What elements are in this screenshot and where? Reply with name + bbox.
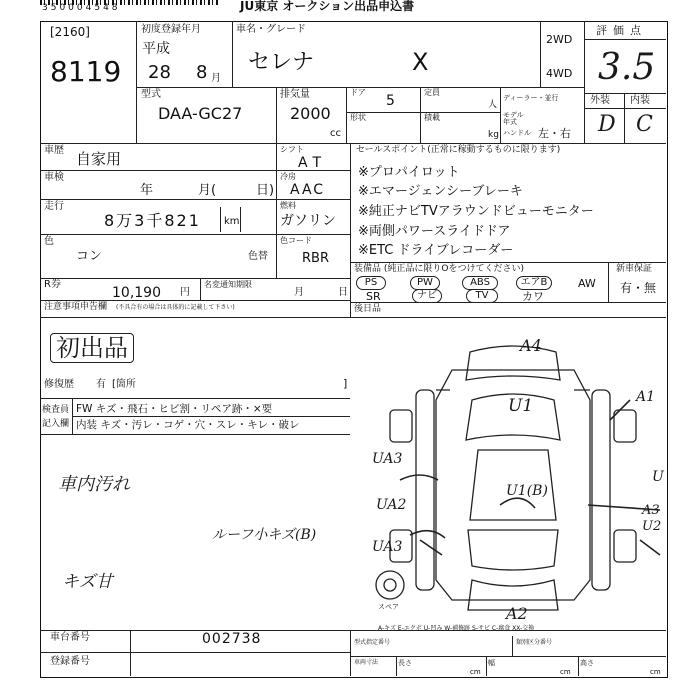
ac-label: 冷房: [280, 172, 296, 181]
dealer-label: ディーラー・並行: [503, 94, 559, 102]
selling-point-2: ※エマージェンシーブレーキ: [358, 184, 523, 199]
damage-mark-a3: A3: [642, 503, 660, 518]
usage-label: 車歴: [44, 145, 64, 156]
inspection-year: 年: [140, 183, 154, 198]
name-change-label: 名変通知期限: [204, 280, 252, 289]
registration-era: 平成: [142, 41, 170, 57]
recycle-label: R券: [44, 279, 61, 290]
inspector-label-1: 検査員: [42, 405, 70, 415]
model-code: DAA-GC27: [158, 104, 243, 123]
equip-airbag: エアB: [516, 276, 552, 290]
selling-point-5: ※ETC ドライブレコーダー: [358, 243, 514, 258]
inspector-label-2: 記入欄: [42, 419, 70, 429]
damage-mark-ua2: UA2: [376, 497, 407, 513]
shift-label: シフト: [280, 145, 304, 154]
damage-mark-u1: U1: [508, 396, 534, 416]
mileage-label: 走行: [44, 201, 64, 212]
color-code-value: RBR: [302, 251, 329, 266]
damage-legend: A-キズ E-エクボ U-凹み W-補修跡 S-サビ C-腐食 XX-交換: [378, 625, 535, 632]
color-value: コン: [76, 249, 103, 264]
selling-points-title: セールスポイント(正常に稼動するものに限ります): [356, 145, 561, 155]
document-title: JU東京 オークション出品申込書: [240, 0, 415, 13]
name-change-month: 月: [294, 287, 304, 298]
name-change-day: 日: [338, 287, 348, 298]
handwritten-note-3: キズ甘: [62, 572, 113, 592]
registration-number-label: 登録番号: [50, 656, 90, 667]
length-unit: cm: [470, 668, 481, 676]
damage-mark-u: U: [652, 469, 664, 485]
displacement-label: 排気量: [280, 89, 310, 100]
repair-location: [箇所: [112, 379, 136, 390]
inspection-label: 車検: [44, 172, 64, 183]
handwritten-note-1: 車内汚れ: [58, 474, 130, 495]
damage-mark-ua3-lower: UA3: [372, 539, 403, 555]
damage-mark-a2: A2: [506, 604, 528, 623]
length-label: 長さ: [398, 659, 412, 667]
handle-value: 左・右: [538, 127, 571, 140]
inspection-day: 日): [256, 183, 275, 198]
damage-mark-a1: A1: [636, 389, 656, 405]
usage-value: 自家用: [76, 150, 122, 168]
recycle-amount: 10,190: [112, 285, 161, 301]
shift-value: AT: [298, 155, 328, 171]
width-label: 幅: [488, 659, 495, 667]
height-unit: cm: [650, 668, 661, 676]
doors-value: 5: [386, 93, 395, 109]
selling-point-4: ※両側パワースライドドア: [358, 224, 511, 239]
aftermarket-label: 後日品: [354, 304, 382, 314]
equip-pw: PW: [410, 276, 440, 290]
barcode-number: 350004548: [42, 3, 121, 13]
first-listing-mark: 初出品: [50, 333, 134, 363]
height-label: 高さ: [580, 659, 594, 667]
color-change-label: 色替: [248, 251, 268, 262]
inspector-interior-row: 内装 キズ・汚レ・コゲ・穴・スレ・キレ・破レ: [76, 419, 300, 431]
class-label: 類別区分番号: [516, 639, 553, 646]
registration-month-unit: 月: [211, 73, 221, 84]
mileage-value: 8万3千821: [104, 211, 201, 230]
model-label: 型式: [141, 89, 161, 100]
capacity-label: 定員: [424, 88, 440, 97]
fuel-value: ガソリン: [280, 213, 336, 229]
registration-month: 8: [196, 62, 208, 83]
inspector-exterior-row: FW キズ・飛石・ヒビ割・リペア跡・×要: [76, 403, 273, 415]
lot-tag: [2160]: [50, 25, 90, 39]
handle-label: ハンドル: [503, 129, 531, 137]
exterior-grade: D: [598, 112, 616, 137]
lot-number: 8119: [50, 55, 122, 88]
equip-navi: ナビ: [412, 289, 442, 303]
displacement-unit: cc: [330, 128, 341, 139]
car-name-label: 車名・グレード: [236, 24, 306, 35]
capacity-unit: 人: [488, 100, 498, 110]
equip-sr: SR: [366, 290, 381, 303]
equip-aw: AW: [578, 277, 596, 290]
drive-2wd: 2WD: [546, 33, 573, 46]
mileage-unit: km: [224, 216, 240, 227]
damage-mark-u2: U2: [642, 519, 662, 534]
color-label: 色: [44, 236, 54, 247]
interior-grade: C: [636, 112, 653, 137]
notes-subtitle: (不具合有の場合は具体的に記載して下さい): [116, 304, 235, 311]
equip-abs: ABS: [462, 276, 498, 290]
doors-label: ドア: [350, 88, 366, 97]
selling-point-1: ※プロパイロット: [358, 165, 460, 180]
load-unit: kg: [488, 130, 499, 140]
new-car-warranty-label: 新車保証: [616, 264, 653, 274]
spare-label: スペア: [378, 603, 399, 611]
load-label: 積載: [424, 113, 440, 122]
width-unit: cm: [560, 668, 571, 676]
registration-year: 28: [148, 62, 171, 83]
new-car-warranty-value: 有・無: [620, 281, 657, 295]
size-label: 車両寸法: [354, 659, 379, 666]
model-year-label: モデル年式: [503, 111, 524, 126]
registration-label: 初度登録年月: [141, 24, 201, 35]
repair-label: 修復歴: [44, 379, 74, 390]
damage-mark-a4: A4: [520, 336, 542, 355]
recycle-unit: 円: [180, 287, 190, 298]
fuel-label: 燃料: [280, 201, 296, 210]
chassis-label: 車台番号: [50, 632, 90, 643]
inspection-month: 月(: [198, 183, 217, 198]
displacement-value: 2000: [290, 104, 331, 123]
drive-4wd: 4WD: [546, 67, 573, 80]
equip-leather: カワ: [522, 290, 544, 303]
rating-label: 評価点: [596, 24, 647, 37]
selling-point-3: ※純正ナビTVアラウンドビューモニター: [358, 204, 594, 219]
repair-value: 有: [96, 379, 106, 390]
damage-mark-ua3-upper: UA3: [372, 451, 403, 467]
repair-close: ]: [343, 377, 348, 390]
equip-ps: PS: [356, 276, 386, 290]
handwritten-note-2: ルーフ小キズ(B): [212, 527, 317, 543]
notes-title: 注意事項申告欄: [44, 302, 108, 312]
car-name: セレナ: [248, 50, 315, 75]
damage-mark-u1b: U1(B): [506, 483, 548, 499]
interior-label: 内装: [630, 95, 650, 106]
rating-score: 3.5: [598, 47, 656, 88]
exterior-label: 外装: [590, 95, 610, 106]
cert-type-label: 型式指定番号: [354, 639, 391, 646]
car-grade: X: [412, 48, 429, 76]
chassis-number: 002738: [202, 631, 262, 647]
ac-value: AAC: [290, 182, 326, 198]
car-damage-diagram: [360, 330, 666, 630]
equip-tv: TV: [466, 289, 498, 303]
shape-label: 形状: [350, 113, 366, 122]
equipment-title: 装備品 (純正品に限りOをつけてください): [354, 264, 524, 274]
color-code-label: 色コード: [280, 236, 312, 245]
